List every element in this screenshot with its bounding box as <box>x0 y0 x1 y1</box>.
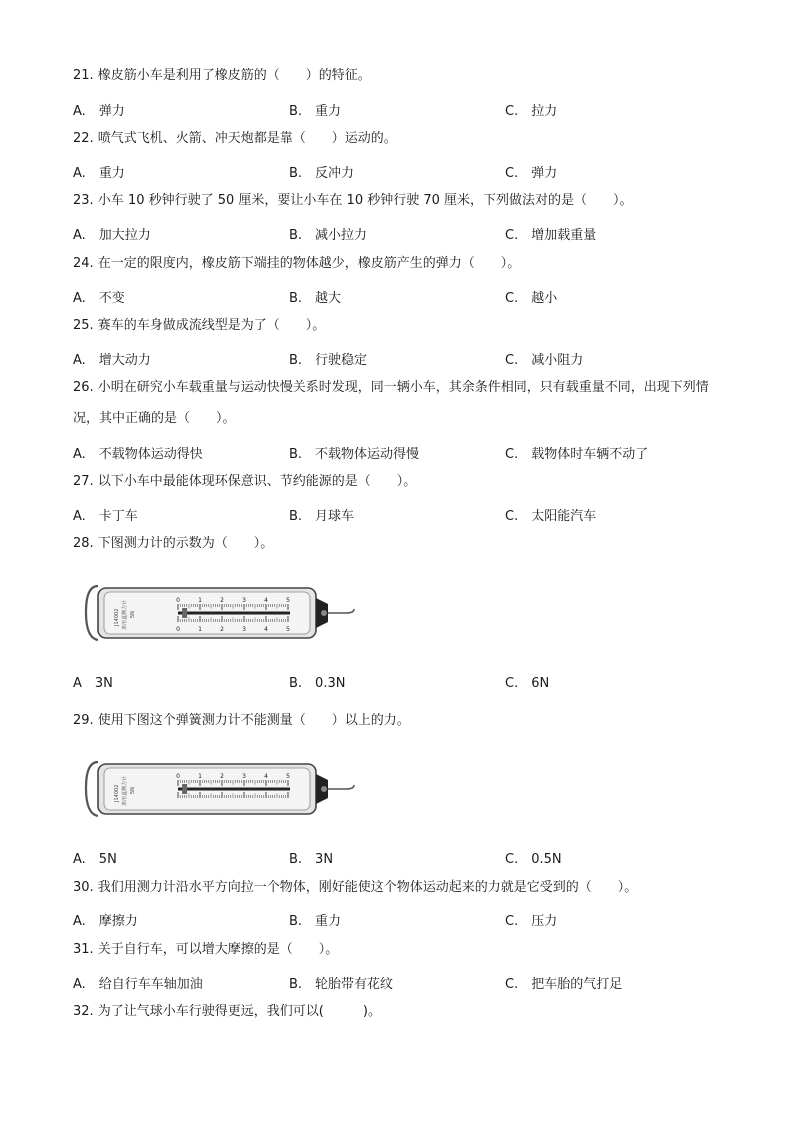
scale-label-3: 5N <box>130 787 136 794</box>
option-b[interactable]: B. 不载物体运动得慢 <box>289 447 420 462</box>
tick-label: 0 <box>176 626 180 633</box>
option-a[interactable]: A 3N <box>73 676 113 691</box>
question-25-options <box>73 349 733 371</box>
option-c[interactable]: C. 压力 <box>505 914 558 929</box>
option-c[interactable]: C. 太阳能汽车 <box>505 509 597 524</box>
question-28-stem: 28. 下图测力计的示数为（ ）。 <box>73 536 274 551</box>
option-a[interactable]: A. 卡丁车 <box>73 509 138 524</box>
option-c[interactable]: C. 越小 <box>505 291 558 306</box>
pointer <box>182 784 187 794</box>
option-b[interactable]: B. 轮胎带有花纹 <box>289 977 394 992</box>
question-30-options <box>73 910 733 932</box>
option-c[interactable]: C. 0.5N <box>505 852 562 867</box>
tick-label: 4 <box>264 597 268 604</box>
tick-label: 1 <box>198 626 202 633</box>
option-a[interactable]: A. 弹力 <box>73 104 125 119</box>
question-28-options <box>73 672 733 694</box>
pointer <box>182 608 187 618</box>
spring-scale-figure-2 <box>84 758 364 820</box>
tick-label: 5 <box>286 626 290 633</box>
question-31-options <box>73 973 733 995</box>
scale-label-3: 5N <box>130 611 136 618</box>
tick-label: 3 <box>242 626 246 633</box>
question-32-stem: 32. 为了让气球小车行驶得更远，我们可以( )。 <box>73 1004 381 1019</box>
option-c[interactable]: C. 载物体时车辆不动了 <box>505 447 649 462</box>
option-a[interactable]: A. 5N <box>73 852 117 867</box>
spring-scale-figure-1 <box>84 582 364 644</box>
question-22-options <box>73 162 733 184</box>
option-b[interactable]: B. 越大 <box>289 291 342 306</box>
scale-label-1: J14002 <box>114 608 120 626</box>
right-hook <box>328 609 354 613</box>
option-a[interactable]: A. 重力 <box>73 166 125 181</box>
question-21-stem: 21. 橡皮筋小车是利用了橡皮筋的（ ）的特征。 <box>73 68 371 83</box>
question-29-options <box>73 848 733 870</box>
question-25-stem: 25. 赛车的车身做成流线型是为了（ ）。 <box>73 318 326 333</box>
scale-label-2: 条形盒测力计 <box>122 599 128 630</box>
question-29-stem: 29. 使用下图这个弹簧测力计不能测量（ ）以上的力。 <box>73 713 410 728</box>
tick-label: 5 <box>286 597 290 604</box>
tick-label: 3 <box>242 773 246 780</box>
question-30-stem: 30. 我们用测力计沿水平方向拉一个物体，刚好能使这个物体运动起来的力就是它受到的（ ）。 <box>73 880 638 895</box>
scale-label-1: J14002 <box>114 784 120 802</box>
option-b[interactable]: B. 重力 <box>289 914 342 929</box>
option-a[interactable]: A. 给自行车车轴加油 <box>73 977 203 992</box>
option-c[interactable]: C. 增加载重量 <box>505 228 597 243</box>
left-hook <box>86 586 98 640</box>
left-hook <box>86 762 98 816</box>
option-b[interactable]: B. 3N <box>289 852 334 867</box>
question-31-stem: 31. 关于自行车，可以增大摩擦的是（ ）。 <box>73 942 339 957</box>
option-b[interactable]: B. 重力 <box>289 104 342 119</box>
option-c[interactable]: C. 减小阻力 <box>505 353 584 368</box>
tick-label: 1 <box>198 597 202 604</box>
option-c[interactable]: C. 把车胎的气打足 <box>505 977 623 992</box>
option-a[interactable]: A. 摩擦力 <box>73 914 138 929</box>
option-b[interactable]: B. 反冲力 <box>289 166 355 181</box>
tick-label: 0 <box>176 773 180 780</box>
option-c[interactable]: C. 拉力 <box>505 104 558 119</box>
tick-label: 0 <box>176 597 180 604</box>
option-b[interactable]: B. 行驶稳定 <box>289 353 368 368</box>
scale-label-2: 条形盒测力计 <box>122 775 128 806</box>
tick-label: 2 <box>220 597 224 604</box>
option-a[interactable]: A. 加大拉力 <box>73 228 151 243</box>
tick-label: 3 <box>242 597 246 604</box>
question-23-stem: 23. 小车 10 秒钟行驶了 50 厘米，要让小车在 10 秒钟行驶 70 厘米，下列做法对的是（ ）。 <box>73 193 633 208</box>
option-b[interactable]: B. 月球车 <box>289 509 355 524</box>
option-c[interactable]: C. 弹力 <box>505 166 558 181</box>
option-a[interactable]: A. 不变 <box>73 291 125 306</box>
tick-label: 2 <box>220 773 224 780</box>
tick-label: 1 <box>198 773 202 780</box>
question-23-options <box>73 224 733 246</box>
question-22-stem: 22. 喷气式飞机、火箭、冲天炮都是靠（ ）运动的。 <box>73 131 397 146</box>
question-26-options <box>73 443 733 465</box>
question-21-options <box>73 100 733 122</box>
right-hook <box>328 785 354 789</box>
option-b[interactable]: B. 减小拉力 <box>289 228 368 243</box>
question-27-options <box>73 505 733 527</box>
question-24-stem: 24. 在一定的限度内，橡皮筋下端挂的物体越少，橡皮筋产生的弹力（ ）。 <box>73 256 521 271</box>
option-c[interactable]: C. 6N <box>505 676 550 691</box>
question-26-stem: 26. 小明在研究小车载重量与运动快慢关系时发现，同一辆小车，其余条件相同，只有载重量不同，出现下列情况，其中正确的是（ ）。 <box>73 380 709 426</box>
option-a[interactable]: A. 不载物体运动得快 <box>73 447 203 462</box>
tick-label: 2 <box>220 626 224 633</box>
option-b[interactable]: B. 0.3N <box>289 676 346 691</box>
tick-label: 5 <box>286 773 290 780</box>
question-24-options <box>73 287 733 309</box>
option-a[interactable]: A. 增大动力 <box>73 353 151 368</box>
question-27-stem: 27. 以下小车中最能体现环保意识、节约能源的是（ ）。 <box>73 474 417 489</box>
tick-label: 4 <box>264 626 268 633</box>
tick-label: 4 <box>264 773 268 780</box>
